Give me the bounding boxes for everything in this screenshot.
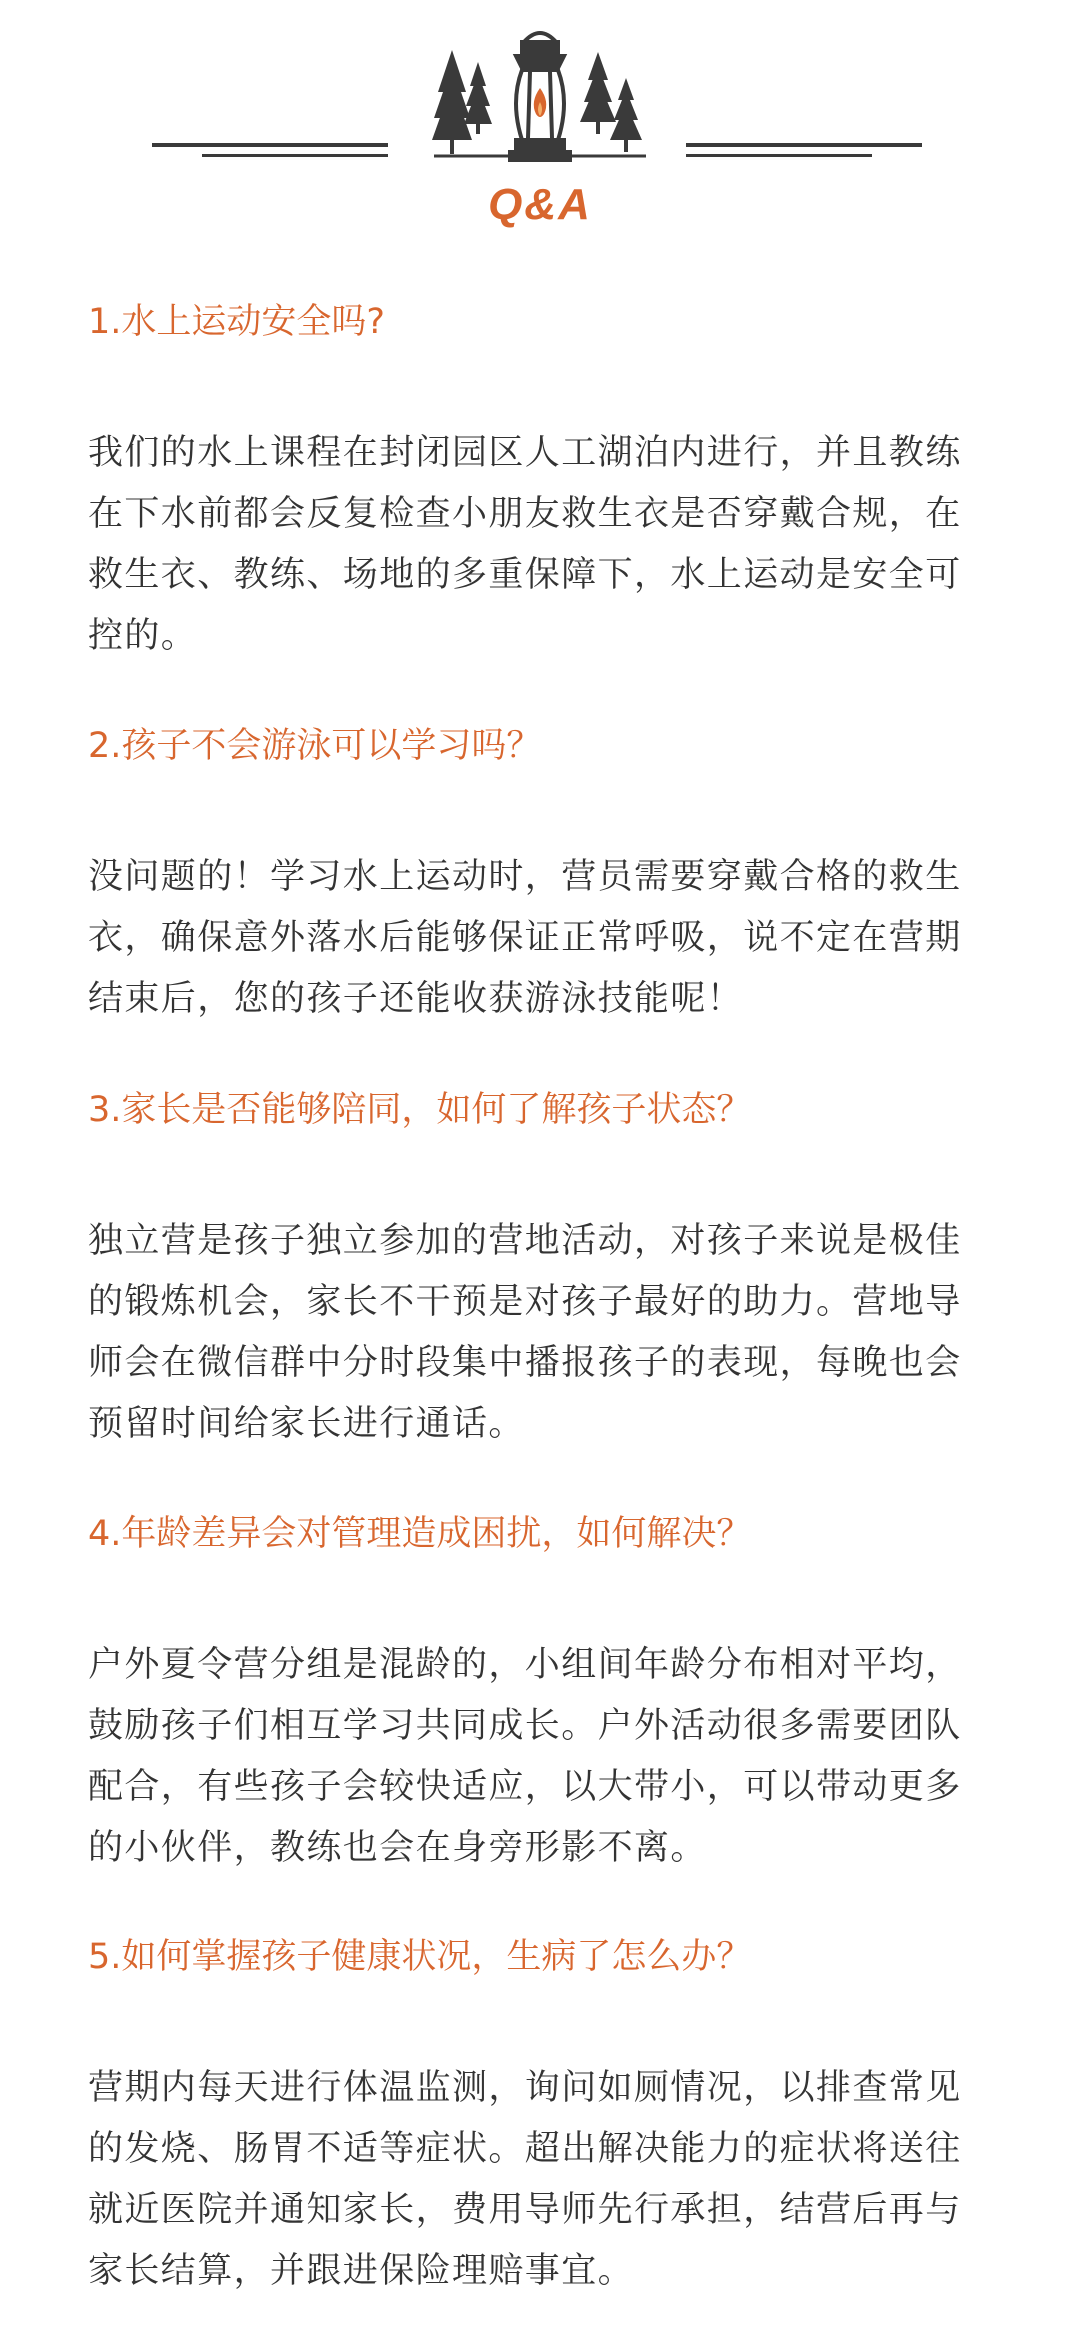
answer-line: 我们的水上课程在封闭园区人工湖泊内进行，并且教练	[88, 433, 962, 473]
question-heading: 2.孩子不会游泳可以学习吗？	[88, 726, 542, 766]
page-title: Q&A	[488, 180, 592, 229]
answer-text	[88, 1211, 1018, 1455]
divider-line	[152, 143, 388, 147]
answer-line: 鼓励孩子们相互学习共同成长。户外活动很多需要团队	[88, 1706, 962, 1746]
question-heading: 4.年龄差异会对管理造成困扰，如何解决？	[88, 1514, 752, 1554]
answer-line: 的小伙伴，教练也会在身旁形影不离。	[88, 1828, 707, 1868]
answer-line: 控的。	[88, 616, 198, 656]
qa-item	[88, 1510, 1018, 1879]
qa-item	[88, 722, 1018, 1030]
answer-line: 结束后，您的孩子还能收获游泳技能呢！	[88, 979, 744, 1019]
qa-item	[88, 1933, 1018, 2302]
answer-line: 营期内每天进行体温监测，询问如厕情况，以排查常见	[88, 2068, 962, 2108]
qa-item	[88, 298, 1018, 667]
pine-tree-icon	[580, 52, 642, 152]
answer-text	[88, 423, 1018, 667]
pine-tree-icon	[432, 50, 492, 154]
answer-line: 家长结算，并跟进保险理赔事宜。	[88, 2251, 635, 2291]
answer-line: 配合，有些孩子会较快适应，以大带小，可以带动更多	[88, 1767, 962, 1807]
answer-text	[88, 2058, 1018, 2302]
divider-line	[686, 154, 872, 157]
answer-line: 没问题的！学习水上运动时，营员需要穿戴合格的救生	[88, 857, 962, 897]
lantern-icon	[430, 22, 650, 172]
question-heading: 5.如何掌握孩子健康状况，生病了怎么办？	[88, 1937, 752, 1977]
question-heading: 3.家长是否能够陪同，如何了解孩子状态？	[88, 1090, 752, 1130]
qa-item	[88, 1086, 1018, 1455]
answer-line: 独立营是孩子独立参加的营地活动，对孩子来说是极佳	[88, 1221, 962, 1261]
answer-text	[88, 847, 1018, 1030]
answer-line: 在下水前都会反复检查小朋友救生衣是否穿戴合规，在	[88, 494, 962, 534]
answer-line: 户外夏令营分组是混龄的，小组间年龄分布相对平均，	[88, 1645, 962, 1685]
answer-line: 的发烧、肠胃不适等症状。超出解决能力的症状将送往	[88, 2129, 962, 2169]
answer-text	[88, 1635, 1018, 1879]
divider-line	[686, 143, 922, 147]
question-heading: 1.水上运动安全吗?	[88, 302, 385, 342]
answer-line: 预留时间给家长进行通话。	[88, 1404, 525, 1444]
answer-line: 救生衣、教练、场地的多重保障下，水上运动是安全可	[88, 555, 962, 595]
answer-line: 的锻炼机会，家长不干预是对孩子最好的助力。营地导	[88, 1282, 962, 1322]
divider-line	[202, 154, 388, 157]
header	[0, 0, 1080, 250]
answer-line: 衣，确保意外落水后能够保证正常呼吸，说不定在营期	[88, 918, 962, 958]
answer-line: 师会在微信群中分时段集中播报孩子的表现，每晚也会	[88, 1343, 962, 1383]
answer-line: 就近医院并通知家长，费用导师先行承担，结营后再与	[88, 2190, 962, 2230]
